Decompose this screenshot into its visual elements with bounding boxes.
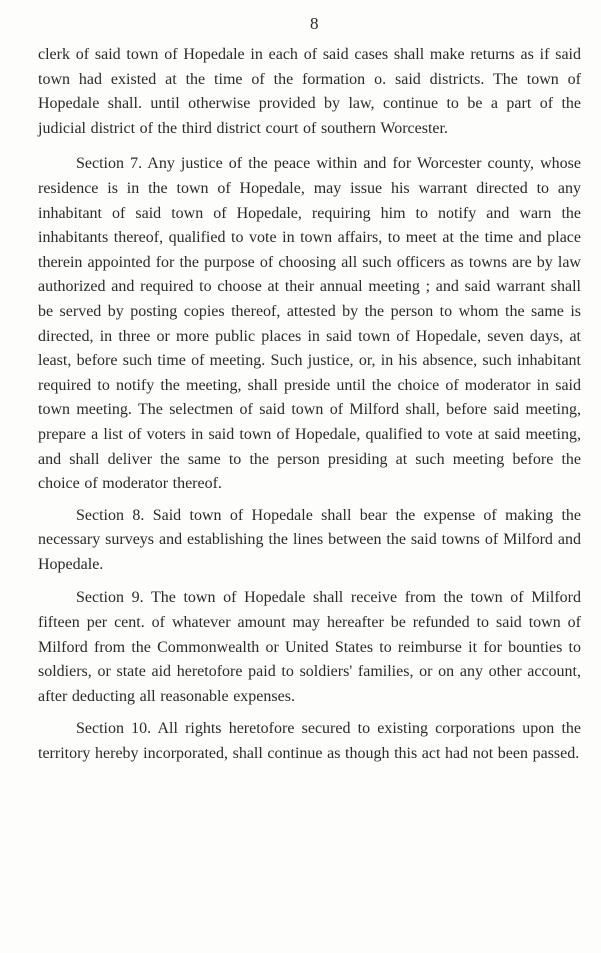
paragraph-section-10: Section 10. All rights heretofore secured to existing corporations upon the territory hereby incorporated, shall continue as though this act had not been passed. (38, 720, 581, 763)
paragraph-section-7: Section 7. Any justice of the peace within and for Worcester county, whose residence is in the town of Hopedale, may issue his warrant directed to any inhabitant of said town of Hopedale, requiring him to notify and warn the inhabitants thereof, qualified to vote in town affairs, to meet at the time and place therein appointed for the purpose of choosing all such officers as towns are by law authorized and required to choose at their annual meeting ; and said warrant shall be served by posting copies thereof, attested by the person to whom the same is directed, in three or more public places in said town of Hopedale, seven days, at least, before such time of meeting. Such justice, or, in his absence, such inhabitant required to notify the meeting, shall preside until the choice of moderator in said town meeting. The selectmen of said town of Milford shall, before said meeting, prepare a list of voters in said town of Hopedale, qualified to vote at said meeting, and shall deliver the same to the person presiding at such meeting before the choice of moderator thereof. (38, 155, 581, 493)
paragraph-section-9: Section 9. The town of Hopedale shall receive from the town of Milford fifteen per cent. of whatever amount may hereafter be refunded to said town of Milford from the Commonwealth or United States to reimburse it for bounties to soldiers, or state aid heretofore paid to soldiers' families, or on any other account, after deducting all reasonable expenses. (38, 589, 581, 705)
paragraph-continuation: clerk of said town of Hopedale in each of said cases shall make returns as if said town had existed at the time of the formation o. said districts. The town of Hopedale shall. until otherwise provided by law, continue to be a part of the judicial district of the third district court of southern Worcester. (38, 46, 581, 137)
paragraph-section-8: Section 8. Said town of Hopedale shall bear the expense of making the necessary surveys and establishing the lines between the said towns of Milford and Hopedale. (38, 506, 581, 573)
page-number: 8 (310, 14, 319, 33)
